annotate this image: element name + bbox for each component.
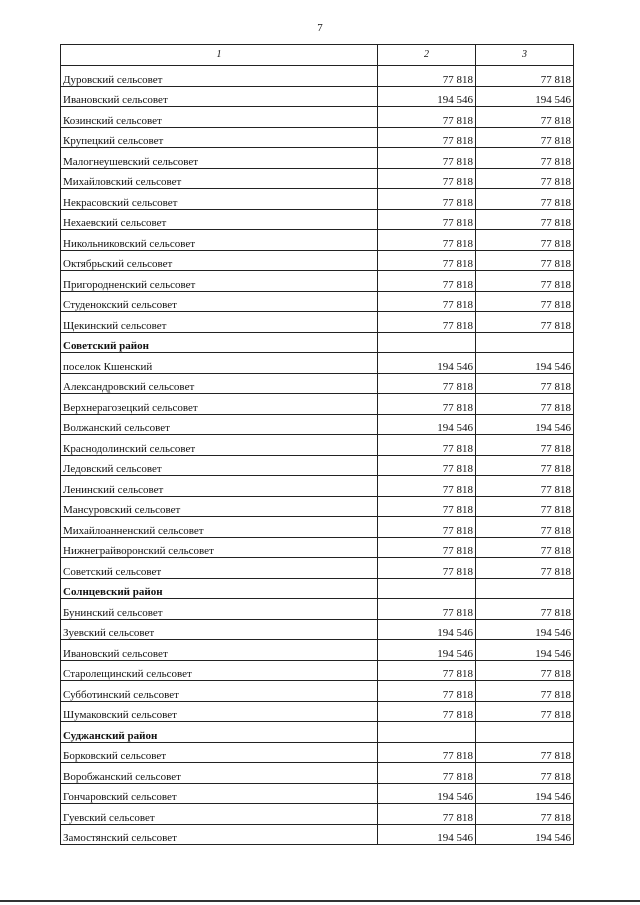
amount-column-3 [476,332,574,353]
amount-column-2: 77 818 [378,271,476,292]
table-row [61,394,574,415]
amount-column-2: 194 546 [378,824,476,845]
table-row [61,353,574,374]
amount-column-2: 77 818 [378,517,476,538]
amount-column-2: 194 546 [378,619,476,640]
table-row [61,455,574,476]
table-row [61,640,574,661]
table-row [61,291,574,312]
amount-column-2: 77 818 [378,209,476,230]
amount-column-3: 77 818 [476,291,574,312]
amount-column-3: 77 818 [476,148,574,169]
amount-column-2: 77 818 [378,701,476,722]
municipality-name: Гуевский сельсовет [61,804,378,825]
municipality-name: Дуровский сельсовет [61,66,378,87]
municipality-name: Советский сельсовет [61,558,378,579]
table-row [61,168,574,189]
amount-column-3: 77 818 [476,312,574,333]
municipality-name: Щекинский сельсовет [61,312,378,333]
amount-column-2: 77 818 [378,373,476,394]
table-row [61,435,574,456]
table-row [61,476,574,497]
amount-column-3: 77 818 [476,271,574,292]
allocation-table [60,44,574,845]
amount-column-3: 77 818 [476,107,574,128]
amount-column-3: 77 818 [476,189,574,210]
amount-column-3: 194 546 [476,640,574,661]
amount-column-2: 77 818 [378,435,476,456]
table-row [61,517,574,538]
municipality-name: Верхнерагозецкий сельсовет [61,394,378,415]
amount-column-2: 77 818 [378,291,476,312]
table-row [61,127,574,148]
table-row [61,148,574,169]
amount-column-3: 77 818 [476,599,574,620]
amount-column-2: 194 546 [378,86,476,107]
amount-column-2 [378,578,476,599]
amount-column-2: 77 818 [378,742,476,763]
municipality-name: Александровский сельсовет [61,373,378,394]
amount-column-3 [476,722,574,743]
municipality-name: поселок Кшенский [61,353,378,374]
table-row [61,414,574,435]
amount-column-3: 77 818 [476,517,574,538]
amount-column-3: 77 818 [476,373,574,394]
amount-column-2: 77 818 [378,312,476,333]
page-number: 7 [317,22,323,34]
district-name: Суджанский район [61,722,378,743]
amount-column-2: 194 546 [378,353,476,374]
column-header-3: 3 [476,45,574,66]
amount-column-3: 77 818 [476,742,574,763]
amount-column-2: 77 818 [378,804,476,825]
amount-column-2: 77 818 [378,537,476,558]
table-row [61,312,574,333]
municipality-name: Бунинский сельсовет [61,599,378,620]
amount-column-2: 77 818 [378,127,476,148]
table-row [61,189,574,210]
amount-column-3 [476,578,574,599]
amount-column-3: 77 818 [476,127,574,148]
table-row [61,681,574,702]
amount-column-3: 77 818 [476,763,574,784]
amount-column-3: 77 818 [476,660,574,681]
municipality-name: Воробжанский сельсовет [61,763,378,784]
table-row [61,107,574,128]
amount-column-3: 194 546 [476,619,574,640]
amount-column-3: 77 818 [476,476,574,497]
amount-column-2: 77 818 [378,230,476,251]
amount-column-3: 77 818 [476,701,574,722]
municipality-name: Нижнеграйворонский сельсовет [61,537,378,558]
amount-column-3: 77 818 [476,66,574,87]
table-row [61,230,574,251]
amount-column-3: 194 546 [476,86,574,107]
amount-column-2: 77 818 [378,599,476,620]
amount-column-3: 77 818 [476,455,574,476]
amount-column-3: 194 546 [476,824,574,845]
municipality-name: Ивановский сельсовет [61,640,378,661]
municipality-name: Михайлоанненский сельсовет [61,517,378,538]
table-row [61,250,574,271]
amount-column-3: 194 546 [476,414,574,435]
amount-column-3: 77 818 [476,230,574,251]
amount-column-3: 77 818 [476,394,574,415]
district-heading-row [61,578,574,599]
amount-column-3: 77 818 [476,435,574,456]
amount-column-3: 77 818 [476,496,574,517]
table-row [61,209,574,230]
table-row [61,558,574,579]
amount-column-3: 77 818 [476,558,574,579]
column-header-2: 2 [378,45,476,66]
amount-column-3: 77 818 [476,537,574,558]
municipality-name: Нехаевский сельсовет [61,209,378,230]
amount-column-2: 77 818 [378,168,476,189]
amount-column-2: 77 818 [378,189,476,210]
amount-column-2: 77 818 [378,496,476,517]
amount-column-2 [378,332,476,353]
municipality-name: Краснодолинский сельсовет [61,435,378,456]
amount-column-2 [378,722,476,743]
amount-column-2: 194 546 [378,414,476,435]
municipality-name: Октябрьский сельсовет [61,250,378,271]
table-row [61,537,574,558]
amount-column-3: 77 818 [476,250,574,271]
bottom-divider [0,900,640,902]
municipality-name: Ивановский сельсовет [61,86,378,107]
amount-column-2: 77 818 [378,763,476,784]
amount-column-2: 77 818 [378,394,476,415]
amount-column-2: 77 818 [378,66,476,87]
municipality-name: Ледовский сельсовет [61,455,378,476]
district-name: Солнцевский район [61,578,378,599]
amount-column-3: 194 546 [476,783,574,804]
amount-column-3: 194 546 [476,353,574,374]
amount-column-3: 77 818 [476,681,574,702]
table-row [61,86,574,107]
district-heading-row [61,332,574,353]
table-row [61,742,574,763]
amount-column-2: 194 546 [378,640,476,661]
municipality-name: Борковский сельсовет [61,742,378,763]
district-heading-row [61,722,574,743]
municipality-name: Некрасовский сельсовет [61,189,378,210]
amount-column-3: 77 818 [476,168,574,189]
amount-column-2: 77 818 [378,250,476,271]
column-header-1: 1 [61,45,378,66]
municipality-name: Ленинский сельсовет [61,476,378,497]
amount-column-2: 77 818 [378,148,476,169]
municipality-name: Замостянский сельсовет [61,824,378,845]
table-row [61,701,574,722]
municipality-name: Никольниковский сельсовет [61,230,378,251]
table-row [61,599,574,620]
municipality-name: Субботинский сельсовет [61,681,378,702]
table-row [61,271,574,292]
amount-column-3: 77 818 [476,804,574,825]
municipality-name: Малогнеушевский сельсовет [61,148,378,169]
table-row [61,373,574,394]
municipality-name: Козинский сельсовет [61,107,378,128]
municipality-name: Михайловский сельсовет [61,168,378,189]
municipality-name: Студенокский сельсовет [61,291,378,312]
amount-column-2: 77 818 [378,455,476,476]
municipality-name: Пригородненский сельсовет [61,271,378,292]
municipality-name: Старолещинский сельсовет [61,660,378,681]
table-row [61,660,574,681]
table-row [61,496,574,517]
table-row [61,763,574,784]
table-row [61,824,574,845]
municipality-name: Зуевский сельсовет [61,619,378,640]
amount-column-3: 77 818 [476,209,574,230]
table-row [61,619,574,640]
amount-column-2: 77 818 [378,476,476,497]
amount-column-2: 194 546 [378,783,476,804]
municipality-name: Гончаровский сельсовет [61,783,378,804]
amount-column-2: 77 818 [378,107,476,128]
amount-column-2: 77 818 [378,681,476,702]
table-row [61,804,574,825]
amount-column-2: 77 818 [378,558,476,579]
municipality-name: Волжанский сельсовет [61,414,378,435]
table-body [61,66,574,845]
municipality-name: Мансуровский сельсовет [61,496,378,517]
table-row [61,66,574,87]
table-header-row [61,45,574,66]
municipality-name: Шумаковский сельсовет [61,701,378,722]
table-row [61,783,574,804]
amount-column-2: 77 818 [378,660,476,681]
municipality-name: Крупецкий сельсовет [61,127,378,148]
district-name: Советский район [61,332,378,353]
